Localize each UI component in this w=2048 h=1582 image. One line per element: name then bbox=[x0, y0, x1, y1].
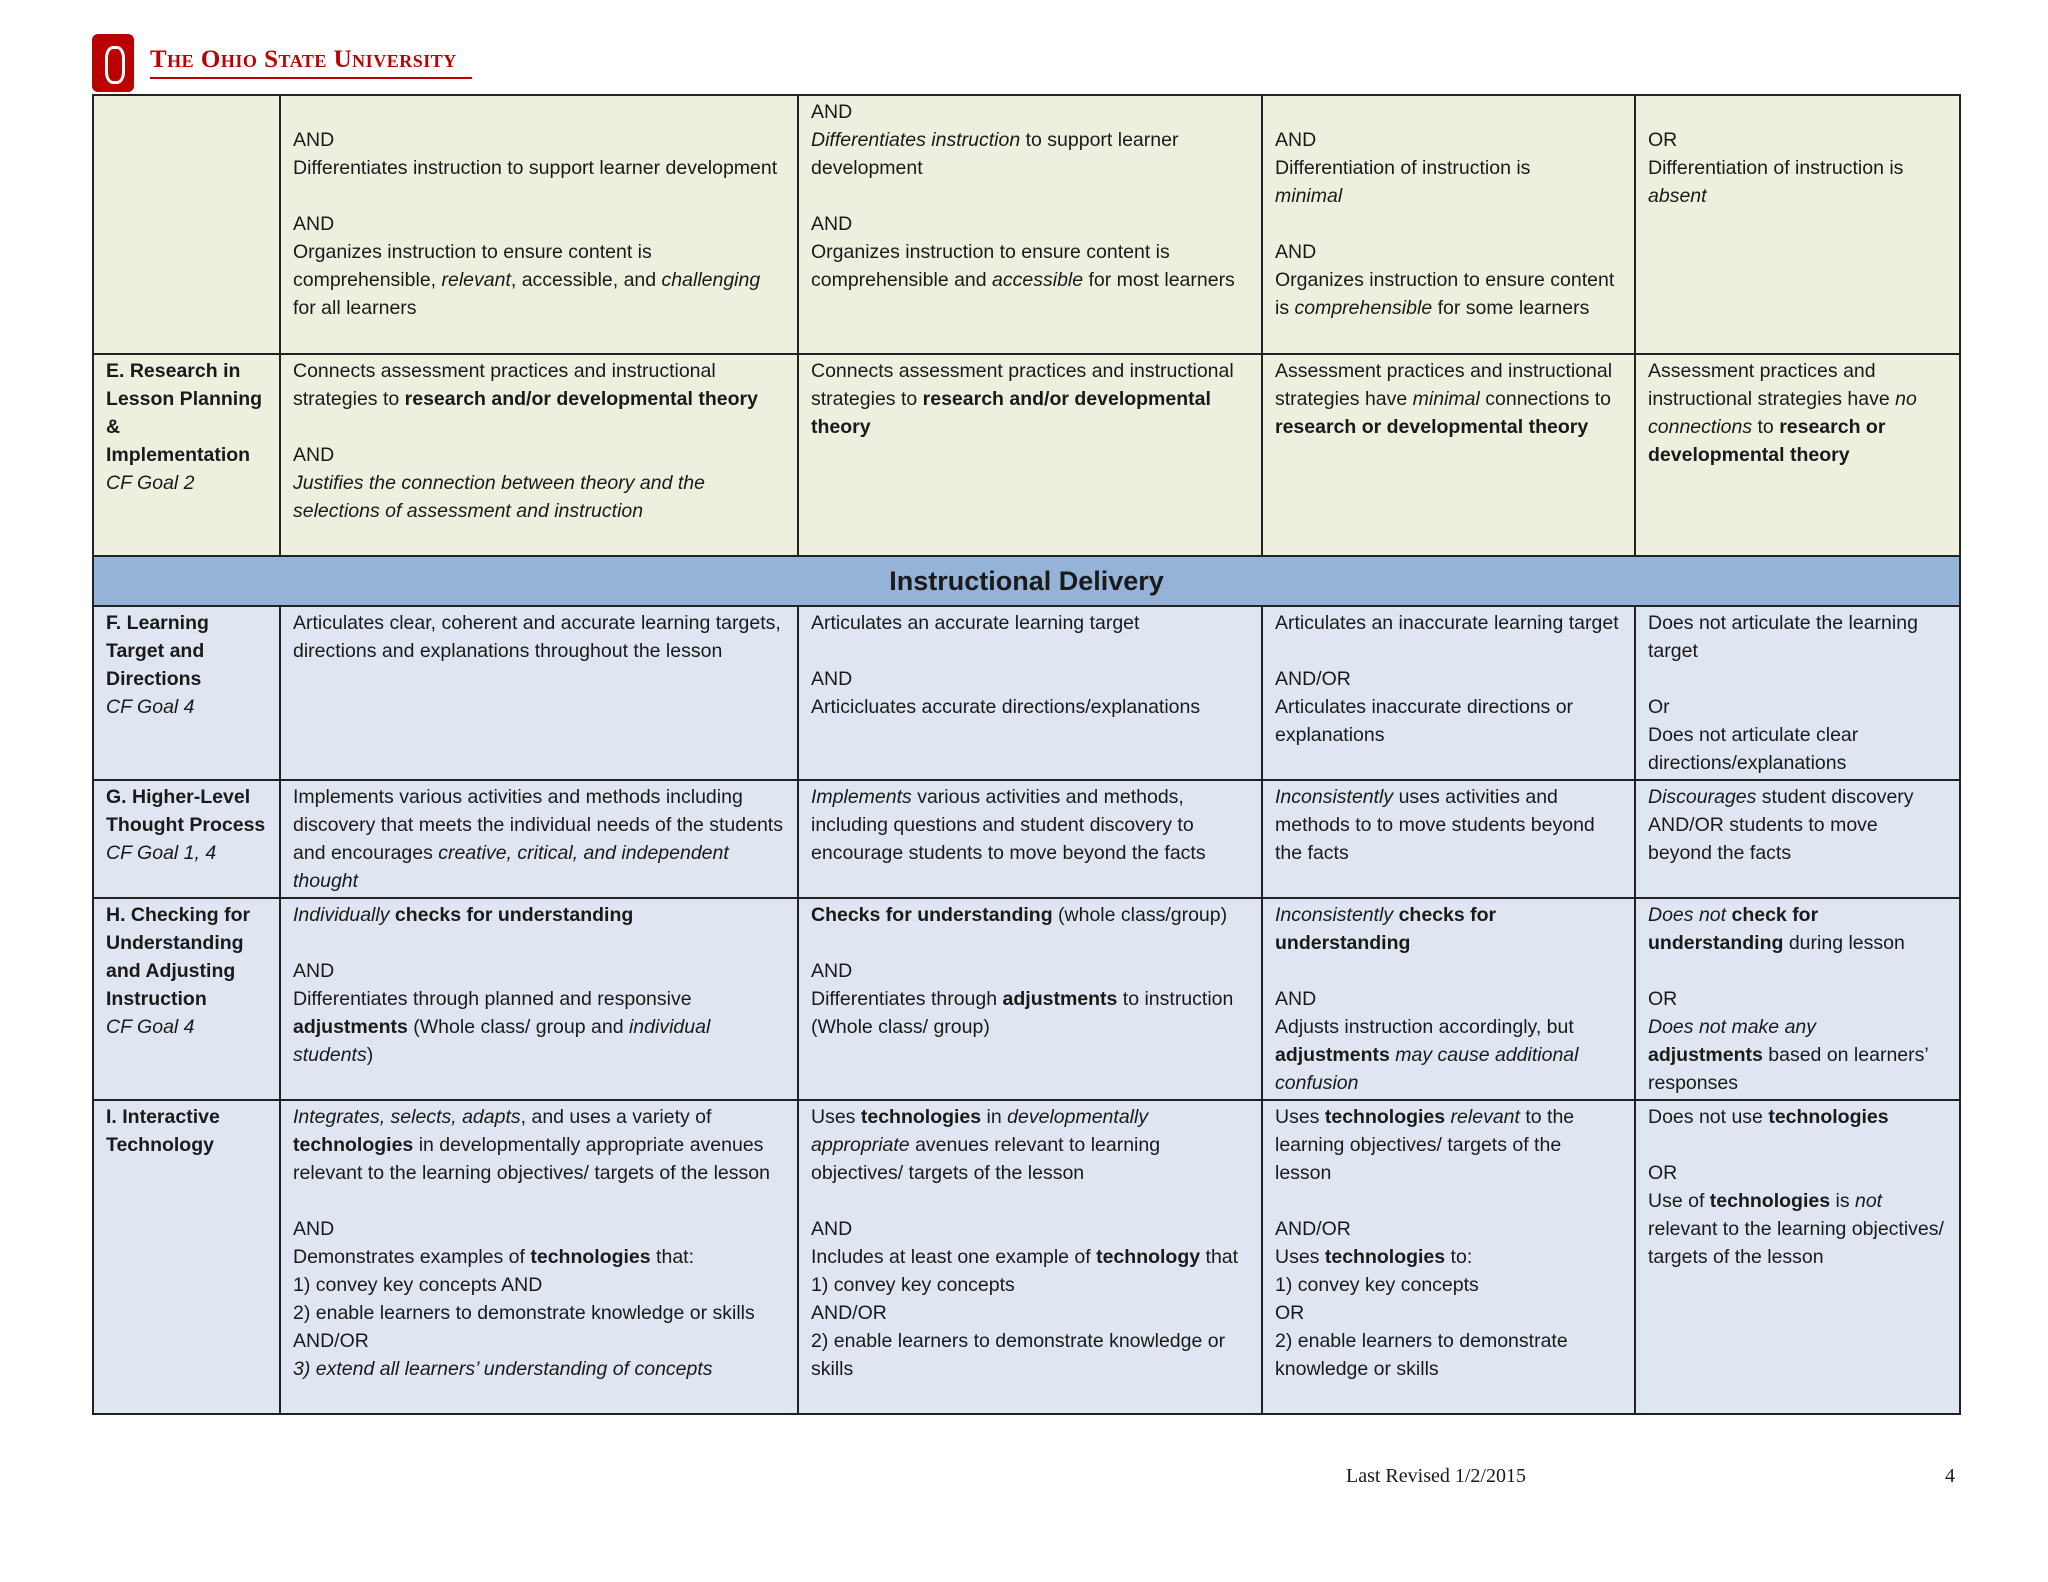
cell-text: Articulates inaccurate directions or explanations bbox=[1275, 696, 1574, 746]
level-cell-1 bbox=[280, 606, 798, 780]
criterion-cell bbox=[93, 606, 280, 780]
level-cell-1 bbox=[280, 354, 798, 556]
level-cell-4 bbox=[1635, 898, 1960, 1100]
logo-underline bbox=[150, 77, 472, 79]
cell-text: 2) enable learners to demonstrate knowledge or skills AND/OR bbox=[293, 1302, 755, 1352]
cell-text: AND bbox=[811, 213, 853, 235]
criterion-goal: CF Goal 2 bbox=[106, 472, 195, 494]
section-banner-row bbox=[93, 556, 1960, 606]
level-cell-3 bbox=[1262, 898, 1635, 1100]
cell-text: AND bbox=[293, 213, 335, 235]
cell-text: Articulates an accurate learning target bbox=[811, 612, 1140, 634]
table-row-i bbox=[93, 1100, 1960, 1414]
cell-text: Differentiates instruction to support learner development bbox=[293, 157, 778, 179]
cell-text: Adjusts instruction accordingly, but adjustments may cause additional confusion bbox=[1275, 1016, 1579, 1094]
block-o-icon bbox=[92, 34, 134, 92]
cell-text: Differentiates through adjustments to instruction (Whole class/ group) bbox=[811, 988, 1234, 1038]
criterion-title: F. Learning Target and Directions bbox=[106, 612, 209, 690]
cell-text: 1) convey key concepts bbox=[811, 1274, 1015, 1296]
cell-text: Assessment practices and instructional strategies have minimal connections to research or developmental theory bbox=[1275, 360, 1613, 438]
cell-text: OR bbox=[1648, 1162, 1678, 1184]
osu-logo bbox=[92, 34, 492, 92]
cell-text: AND bbox=[811, 1218, 853, 1240]
level-cell-2 bbox=[798, 1100, 1262, 1414]
cell-text: Use of technologies is not relevant to the learning objectives/ targets of the lesson bbox=[1648, 1190, 1944, 1268]
cell-text: Connects assessment practices and instructional strategies to research and/or developmental theory bbox=[293, 360, 758, 410]
cell-text: AND bbox=[811, 668, 853, 690]
cell-text: Organizes instruction to ensure content is comprehensible, relevant, accessible, and challenging for all learners bbox=[293, 241, 761, 319]
cell-text: AND bbox=[1275, 129, 1317, 151]
table-row-e bbox=[93, 354, 1960, 556]
criterion-cell bbox=[93, 780, 280, 898]
cell-text: Implements various activities and methods, including questions and student discovery to encourage students to move beyond the facts bbox=[811, 786, 1206, 864]
level-cell-1 bbox=[280, 1100, 798, 1414]
cell-text: adjustments based on learners’ responses bbox=[1648, 1044, 1928, 1094]
level-cell-4 bbox=[1635, 606, 1960, 780]
cell-text: Includes at least one example of technology that bbox=[811, 1246, 1239, 1268]
cell-text: Discourages student discovery AND/OR students to move beyond the facts bbox=[1648, 786, 1914, 864]
level-cell-2 bbox=[798, 606, 1262, 780]
cell-text: Inconsistently uses activities and methods to to move students beyond the facts bbox=[1275, 786, 1595, 864]
table-row-g bbox=[93, 780, 1960, 898]
level-cell-3 bbox=[1262, 1100, 1635, 1414]
table-row-continued bbox=[93, 95, 1960, 354]
cell-text: OR bbox=[1275, 1302, 1305, 1324]
cell-text: 2) enable learners to demonstrate knowledge or skills bbox=[811, 1330, 1226, 1380]
section-banner: Instructional Delivery bbox=[93, 556, 1960, 606]
criterion-cell bbox=[93, 354, 280, 556]
cell-text: Does not use technologies bbox=[1648, 1106, 1889, 1128]
cell-text: AND bbox=[293, 1218, 335, 1240]
cell-text: AND bbox=[293, 129, 335, 151]
cell-text: Uses technologies relevant to the learning objectives/ targets of the lesson bbox=[1275, 1106, 1575, 1184]
level-cell-1 bbox=[280, 95, 798, 354]
cell-text: AND bbox=[1275, 988, 1317, 1010]
cell-text: Differentiates instruction to support learner development bbox=[811, 129, 1179, 179]
cell-text: Integrates, selects, adapts, and uses a variety of technologies in developmentally appropriate avenues relevant to the learning objectives/ targets of the lesson bbox=[293, 1106, 770, 1184]
cell-text: OR bbox=[1648, 129, 1678, 151]
level-cell-1 bbox=[280, 898, 798, 1100]
cell-text: absent bbox=[1648, 185, 1707, 207]
cell-text: AND bbox=[1275, 241, 1317, 263]
cell-text: AND/OR bbox=[1275, 1218, 1351, 1240]
cell-text: 3) extend all learners’ understanding of concepts bbox=[293, 1358, 713, 1380]
university-name: The Ohio State University bbox=[150, 46, 457, 73]
cell-text: 1) convey key concepts bbox=[1275, 1274, 1479, 1296]
level-cell-4 bbox=[1635, 95, 1960, 354]
criterion-title: H. Checking for Understanding and Adjusting Instruction bbox=[106, 904, 251, 1010]
level-cell-4 bbox=[1635, 354, 1960, 556]
cell-text: AND bbox=[811, 960, 853, 982]
cell-text: Differentiates through planned and responsive adjustments (Whole class/ group and individual students) bbox=[293, 988, 711, 1066]
cell-text: Or bbox=[1648, 696, 1670, 718]
cell-text: AND bbox=[811, 101, 853, 123]
level-cell-2 bbox=[798, 898, 1262, 1100]
cell-text: Uses technologies to: bbox=[1275, 1246, 1473, 1268]
cell-text: Articicluates accurate directions/explanations bbox=[811, 696, 1201, 718]
level-cell-3 bbox=[1262, 95, 1635, 354]
criterion-goal: CF Goal 4 bbox=[106, 1016, 195, 1038]
criterion-title: I. Interactive Technology bbox=[106, 1106, 220, 1156]
last-revised-date: Last Revised 1/2/2015 bbox=[1346, 1465, 1526, 1487]
cell-text: Does not articulate clear directions/explanations bbox=[1648, 724, 1859, 774]
cell-text: 1) convey key concepts AND bbox=[293, 1274, 543, 1296]
level-cell-3 bbox=[1262, 354, 1635, 556]
cell-text: Connects assessment practices and instructional strategies to research and/or developmental theory bbox=[811, 360, 1234, 438]
cell-text: Justifies the connection between theory and the selections of assessment and instruction bbox=[293, 472, 705, 522]
cell-text: Demonstrates examples of technologies that: bbox=[293, 1246, 695, 1268]
criterion-cell bbox=[93, 1100, 280, 1414]
criterion-cell bbox=[93, 898, 280, 1100]
cell-text: Articulates an inaccurate learning target bbox=[1275, 612, 1619, 634]
cell-text: Does not articulate the learning target bbox=[1648, 612, 1918, 662]
cell-text: Does not make any bbox=[1648, 1016, 1817, 1038]
level-cell-3 bbox=[1262, 780, 1635, 898]
cell-text: Individually checks for understanding bbox=[293, 904, 634, 926]
rubric-table bbox=[92, 94, 1961, 1415]
table-row-h bbox=[93, 898, 1960, 1100]
cell-text: AND bbox=[293, 960, 335, 982]
cell-text: Differentiation of instruction is bbox=[1648, 157, 1904, 179]
criterion-goal: CF Goal 4 bbox=[106, 696, 195, 718]
level-cell-1 bbox=[280, 780, 798, 898]
cell-text: Uses technologies in developmentally appropriate avenues relevant to learning objectives/ targets of the lesson bbox=[811, 1106, 1161, 1184]
cell-text: Checks for understanding (whole class/group) bbox=[811, 904, 1228, 926]
criterion-goal: CF Goal 1, 4 bbox=[106, 842, 217, 864]
cell-text: Differentiation of instruction is bbox=[1275, 157, 1531, 179]
level-cell-4 bbox=[1635, 1100, 1960, 1414]
cell-text: Organizes instruction to ensure content is comprehensible for some learners bbox=[1275, 269, 1615, 319]
cell-text: minimal bbox=[1275, 185, 1343, 207]
level-cell-4 bbox=[1635, 780, 1960, 898]
criterion-title: G. Higher-Level Thought Process bbox=[106, 786, 266, 836]
cell-text: OR bbox=[1648, 988, 1678, 1010]
cell-text: Does not check for understanding during lesson bbox=[1648, 904, 1905, 954]
cell-text: AND bbox=[293, 444, 335, 466]
level-cell-2 bbox=[798, 780, 1262, 898]
cell-text: Inconsistently checks for understanding bbox=[1275, 904, 1497, 954]
criterion-title: E. Research in Lesson Planning & Implementation bbox=[106, 360, 263, 466]
cell-text: Organizes instruction to ensure content is comprehensible and accessible for most learners bbox=[811, 241, 1235, 291]
cell-text: Assessment practices and instructional strategies have no connections to research or developmental theory bbox=[1648, 360, 1917, 466]
cell-text: AND/OR bbox=[1275, 668, 1351, 690]
criterion-cell bbox=[93, 95, 280, 354]
page-number: 4 bbox=[1945, 1465, 1955, 1487]
cell-text: 2) enable learners to demonstrate knowledge or skills bbox=[1275, 1330, 1568, 1380]
table-row-f bbox=[93, 606, 1960, 780]
level-cell-2 bbox=[798, 354, 1262, 556]
cell-text: AND/OR bbox=[811, 1302, 887, 1324]
level-cell-3 bbox=[1262, 606, 1635, 780]
cell-text: Implements various activities and methods including discovery that meets the individual needs of the students and encourages creative, critical, and independent thought bbox=[293, 786, 783, 892]
level-cell-2 bbox=[798, 95, 1262, 354]
cell-text: Articulates clear, coherent and accurate learning targets, directions and explanations throughout the lesson bbox=[293, 612, 781, 662]
